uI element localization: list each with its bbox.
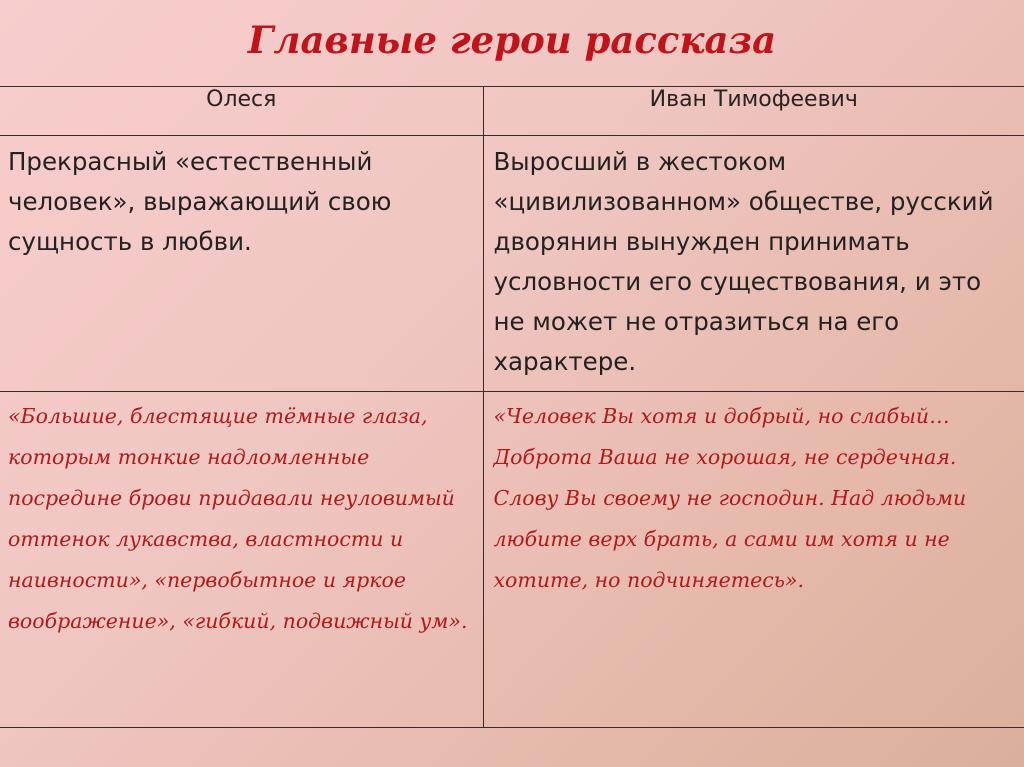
quote-cell-olesya bbox=[0, 392, 483, 728]
quote-row bbox=[0, 392, 1024, 728]
description-cell-olesya bbox=[0, 136, 483, 392]
description-row bbox=[0, 136, 1024, 392]
description-text-olesya: Прекрасный «естественный человек», выражающий свою сущность в любви. bbox=[8, 147, 392, 256]
quote-text-ivan: «Человек Вы хотя и добрый, но слабый… Доброта Ваша не хорошая, не сердечная. Слову Вы своему не господин. Над людьми любите верх брать, а сами им хотя и не хотите, но подчиняетесь». bbox=[493, 404, 967, 592]
header-ivan-timofeevich: Иван Тимофеевич bbox=[483, 87, 1024, 136]
header-olesya: Олеся bbox=[0, 87, 483, 136]
quote-text-olesya: «Большие, блестящие тёмные глаза, которым тонкие надломленные посредине брови придавали неуловимый оттенок лукавства, властности и наивности», «первобытное и яркое воображение», «гибкий, подвижный ум». bbox=[8, 404, 468, 633]
description-text-ivan: Выросший в жестоком «цивилизованном» обществе, русский дворянин вынужден принимать условности его существования, и это не может не отразиться на его характере. bbox=[493, 147, 994, 376]
quote-cell-ivan bbox=[483, 392, 1024, 728]
heroes-table bbox=[0, 86, 1024, 728]
header-row bbox=[0, 87, 1024, 136]
description-cell-ivan bbox=[483, 136, 1024, 392]
slide-title: Главные герои рассказа bbox=[247, 18, 777, 62]
